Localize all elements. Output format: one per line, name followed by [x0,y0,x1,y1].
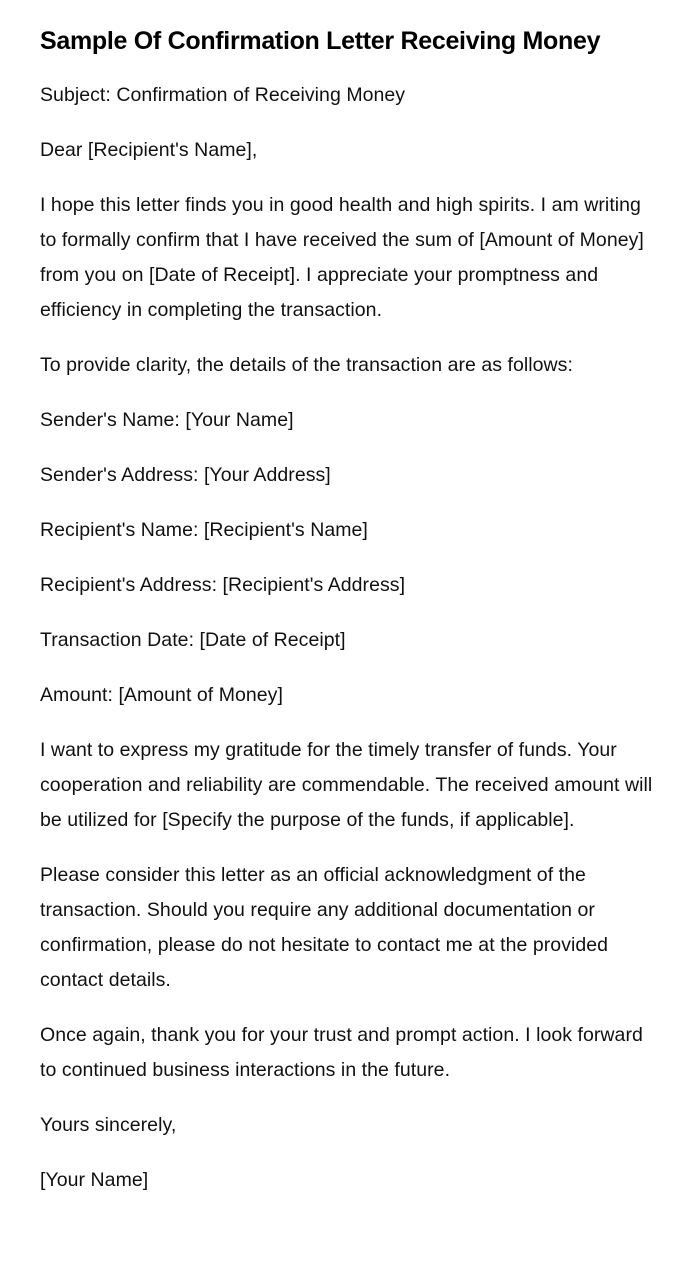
detail-sender-address: Sender's Address: [Your Address] [40,464,331,486]
closing-paragraph: Once again, thank you for your trust and prompt action. I look forward to continued business interactions in the future. [40,1024,643,1081]
detail-recipient-address: Recipient's Address: [Recipient's Address] [40,574,406,596]
detail-amount: Amount: [Amount of Money] [40,684,283,706]
detail-transaction-date: Transaction Date: [Date of Receipt] [40,629,346,651]
details-intro: To provide clarity, the details of the transaction are as follows: [40,354,573,376]
subject-line: Subject: Confirmation of Receiving Money [40,84,406,106]
intro-paragraph: I hope this letter finds you in good health and high spirits. I am writing to formally confirm that I have received the sum of [Amount of Money] from you on [Date of Receipt]. I appreciate your promptness and efficiency in completing the transaction. [40,194,644,321]
salutation: Dear [Recipient's Name], [40,139,258,161]
acknowledgment-paragraph: Please consider this letter as an official acknowledgment of the transaction. Should you require any additional documentation or confirmation, please do not hesitate to contact me at the provided contact details. [40,864,609,991]
detail-recipient-name: Recipient's Name: [Recipient's Name] [40,519,368,541]
document-title: Sample Of Confirmation Letter Receiving Money [40,27,601,55]
sign-off: Yours sincerely, [40,1114,177,1136]
signature: [Your Name] [40,1169,149,1191]
gratitude-paragraph: I want to express my gratitude for the timely transfer of funds. Your cooperation and reliability are commendable. The received amount will be utilized for [Specify the purpose of the funds, if applicable]. [40,739,653,831]
detail-sender-name: Sender's Name: [Your Name] [40,409,294,431]
